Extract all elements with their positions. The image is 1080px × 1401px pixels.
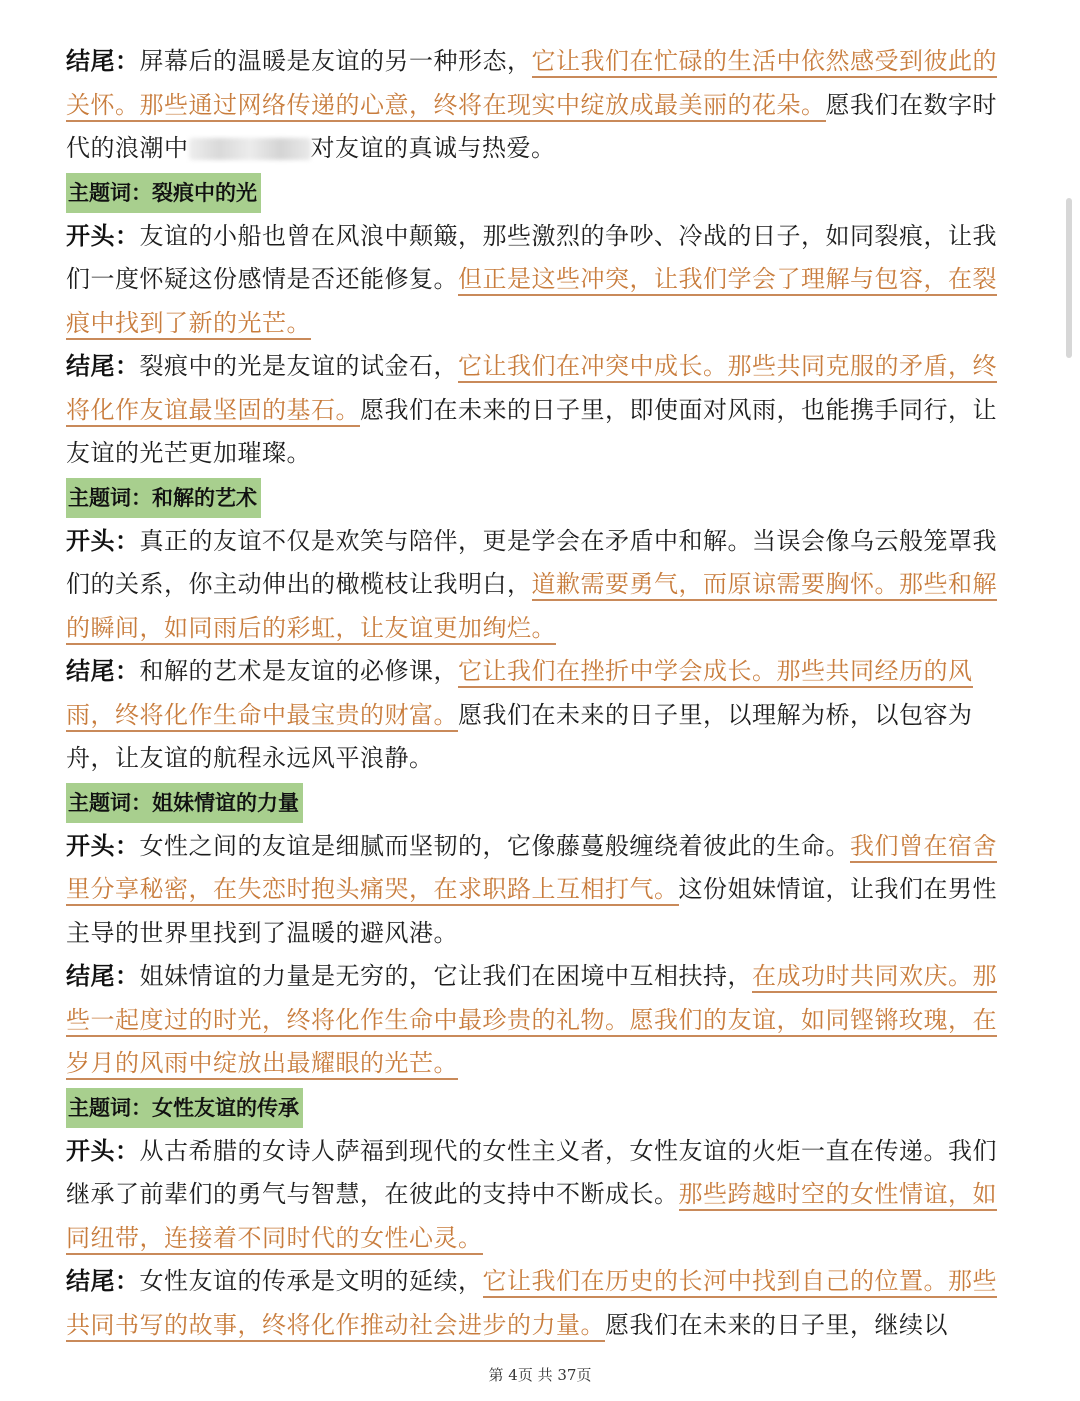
body-text: 女性之间的友谊是细腻而坚韧的，它像藤蔓般缠绕着彼此的生命。 xyxy=(139,831,850,860)
closing-paragraph xyxy=(66,345,1016,476)
topic-heading xyxy=(66,781,1016,825)
topic-label: 主题词： xyxy=(68,1095,152,1120)
closing-label: 结尾： xyxy=(66,352,140,380)
body-text: 愿我们在未来的日子里，即使面对风雨，也能携手同行，让友谊的光芒更加璀璨。 xyxy=(66,395,997,467)
closing-paragraph xyxy=(66,40,1016,171)
topic-tag xyxy=(66,783,303,823)
body-text: 屏幕后的温暖是友谊的另一种形态， xyxy=(139,47,532,75)
highlighted-text: 道歉需要勇气，而原谅需要胸怀。那些和解的瞬间，如同雨后的彩虹，让友谊更加绚烂。 xyxy=(66,570,997,645)
opening-label: 开头： xyxy=(66,831,140,860)
opening-paragraph xyxy=(66,215,1016,346)
topic-text: 姐妹情谊的力量 xyxy=(152,790,299,815)
topic-text: 女性友谊的传承 xyxy=(152,1095,299,1120)
topic-text: 和解的艺术 xyxy=(152,485,257,510)
highlighted-text: 在成功时共同欢庆。那些一起度过的时光，终将化作生命中最珍贵的礼物。愿我们的友谊，如同铿锵玫瑰，在岁月的风雨中绽放出最耀眼的光芒。 xyxy=(66,962,997,1080)
highlighted-text: 那些跨越时空的女性情谊，如同纽带，连接着不同时代的女性心灵。 xyxy=(66,1180,997,1255)
body-text: 姐妹情谊的力量是无穷的，它让我们在困境中互相扶持， xyxy=(139,962,752,990)
highlighted-text: 它让我们在忙碌的生活中依然感受到彼此的关怀。那些通过网络传递的心意，终将在现实中绽放成最美丽的花朵。 xyxy=(66,47,997,122)
closing-label: 结尾： xyxy=(66,47,140,75)
body-text: 真正的友谊不仅是欢笑与陪伴，更是学会在矛盾中和解。当误会像乌云般笼罩我们的关系，你主动伸出的橄榄枝让我明白， xyxy=(66,526,997,598)
body-text: 女性友谊的传承是文明的延续， xyxy=(139,1267,483,1295)
body-text: 裂痕中的光是友谊的试金石， xyxy=(139,352,458,380)
closing-paragraph xyxy=(66,1260,1016,1347)
body-text: 从古希腊的女诗人萨福到现代的女性主义者，女性友谊的火炬一直在传递。我们继承了前辈们的勇气与智慧，在彼此的支持中不断成长。 xyxy=(66,1136,997,1208)
body-text: 对友谊的真诚与热爱。 xyxy=(310,134,556,162)
topic-tag xyxy=(66,478,261,518)
closing-paragraph xyxy=(66,650,1016,781)
topic-heading xyxy=(66,1086,1016,1130)
highlighted-text: 它让我们在冲突中成长。那些共同克服的矛盾，终将化作友谊最坚固的基石。 xyxy=(66,352,997,427)
closing-label: 结尾： xyxy=(66,1267,140,1295)
topic-label: 主题词： xyxy=(68,180,152,205)
body-text: 愿我们在未来的日子里，继续以 xyxy=(605,1310,948,1339)
body-text: 这份姐妹情谊，让我们在男性主导的世界里找到了温暖的避风港。 xyxy=(66,875,997,947)
topic-heading xyxy=(66,171,1016,215)
closing-label: 结尾： xyxy=(66,962,140,990)
body-text: 愿我们在未来的日子里，以理解为桥，以包容为舟，让友谊的航程永远风平浪静。 xyxy=(66,700,973,772)
highlighted-text: 它让我们在挫折中学会成长。那些共同经历的风雨，终将化作生命中最宝贵的财富。 xyxy=(66,657,973,732)
opening-paragraph xyxy=(66,520,1016,651)
closing-label: 结尾： xyxy=(66,657,140,685)
topic-label: 主题词： xyxy=(68,485,152,510)
topic-tag xyxy=(66,173,261,213)
body-text: 愿我们在数字时代的浪潮中 xyxy=(66,90,997,162)
opening-paragraph xyxy=(66,825,1016,956)
page-footer: 第 4页 共 37页 xyxy=(488,1366,592,1384)
highlighted-text: 但正是这些冲突，让我们学会了理解与包容，在裂痕中找到了新的光芒。 xyxy=(66,265,997,340)
opening-label: 开头： xyxy=(66,221,140,250)
topic-text: 裂痕中的光 xyxy=(152,180,257,205)
opening-label: 开头： xyxy=(66,526,140,555)
opening-paragraph xyxy=(66,1130,1016,1261)
redacted-blur xyxy=(189,138,311,160)
highlighted-text: 它让我们在历史的长河中找到自己的位置。那些共同书写的故事，终将化作推动社会进步的力量。 xyxy=(66,1267,997,1342)
scrollbar[interactable] xyxy=(1066,198,1072,358)
topic-tag xyxy=(66,1088,303,1128)
opening-label: 开头： xyxy=(66,1136,140,1165)
page-content xyxy=(66,40,1016,1347)
topic-label: 主题词： xyxy=(68,790,152,815)
topic-heading xyxy=(66,476,1016,520)
highlighted-text: 我们曾在宿舍里分享秘密，在失恋时抱头痛哭，在求职路上互相打气。 xyxy=(66,832,997,907)
closing-paragraph xyxy=(66,955,1016,1086)
body-text: 友谊的小船也曾在风浪中颠簸，那些激烈的争吵、冷战的日子，如同裂痕，让我们一度怀疑这份感情是否还能修复。 xyxy=(66,221,997,293)
body-text: 和解的艺术是友谊的必修课， xyxy=(139,657,458,685)
